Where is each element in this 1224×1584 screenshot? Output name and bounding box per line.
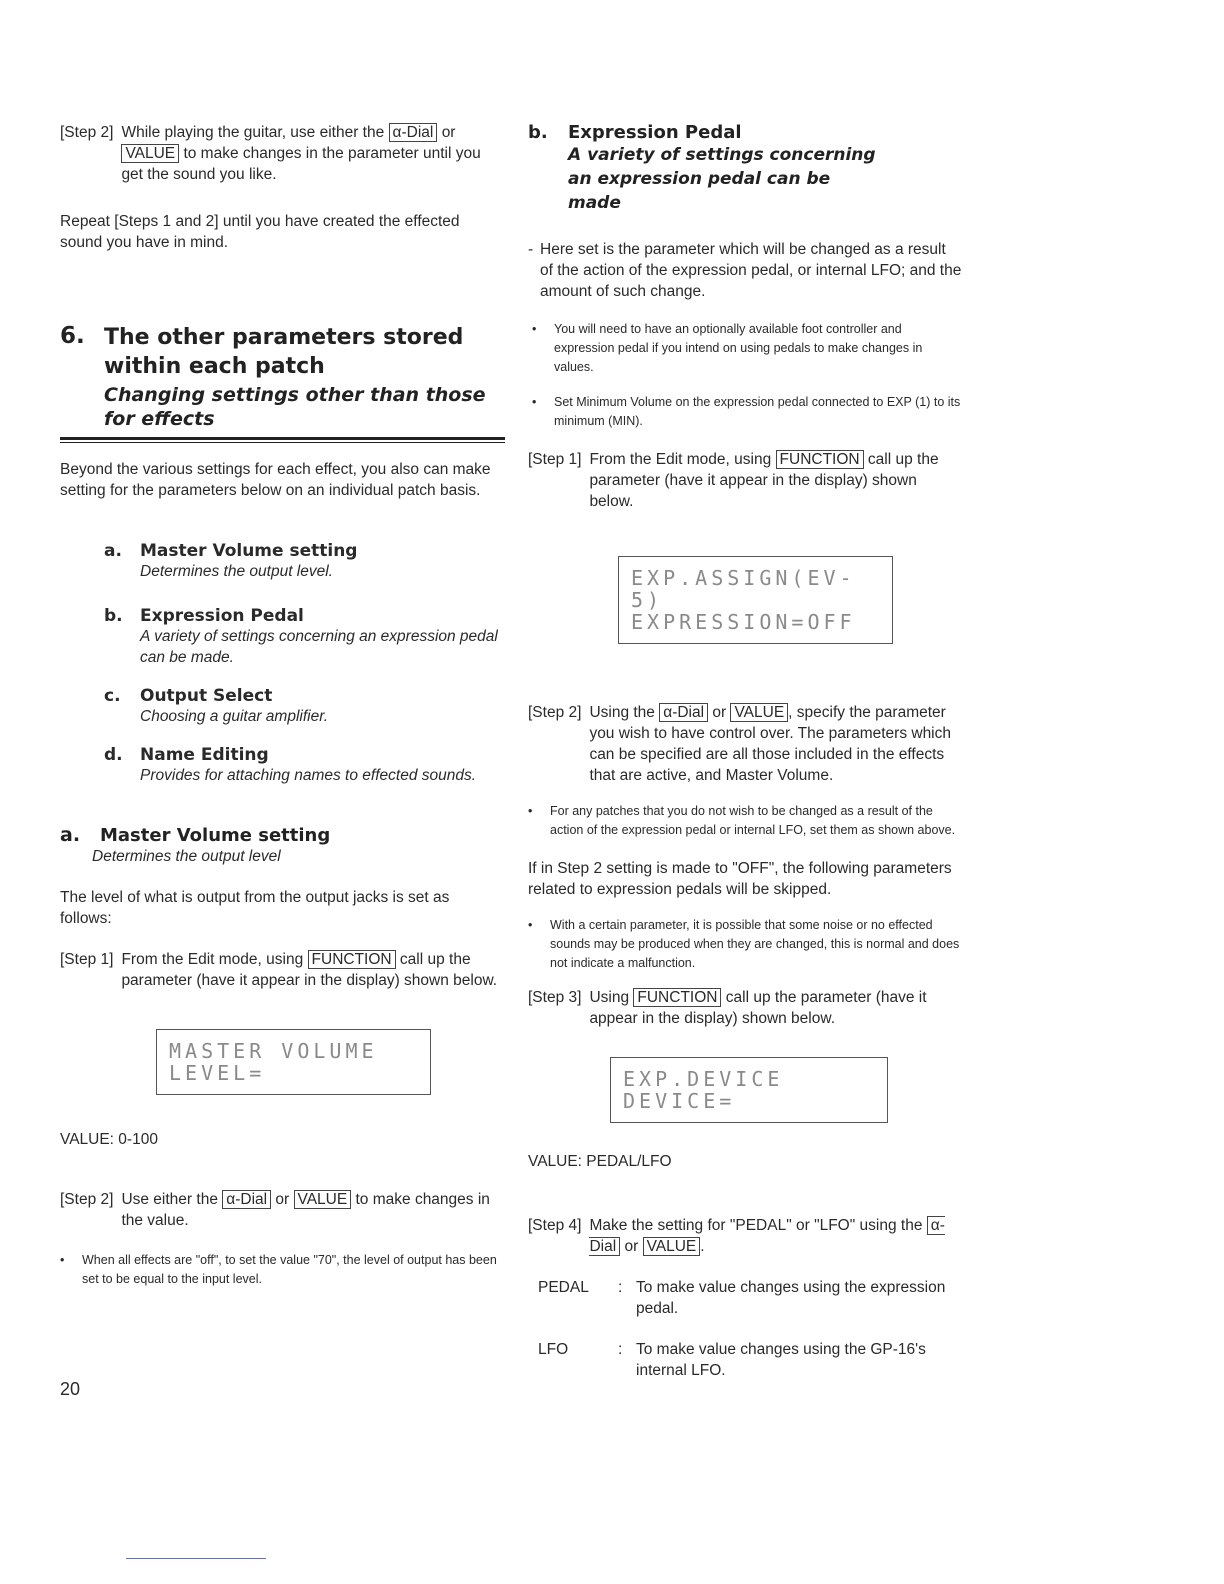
section-heading [60,323,505,431]
expression-subtitle: A variety of settings concerning an expression pedal can be made [568,145,876,213]
note-bullet: • You will need to have an optionally available foot controller and expression pedal if you intend on using pedals to make changes in values. [532,322,923,374]
list-item: b. Expression Pedal A variety of settings concerning an expression pedal can be made. [104,606,505,668]
step-2-master: [Step 2] Use either the α-Dial or VALUE to make changes in the value. [60,1191,490,1229]
item-name: Master Volume setting [140,541,358,561]
page-number: 20 [60,1379,81,1399]
lcd-display: EXP.ASSIGN(EV-5) EXPRESSION=OFF [618,556,893,644]
expression-heading: b. Expression Pedal [528,122,742,143]
master-volume-body: The level of what is output from the output jacks is set as follows: [60,889,450,927]
left-column [60,122,505,1400]
function-key: FUNCTION [776,450,864,469]
list-item: c. Output Select Choosing a guitar amplifier. [104,686,505,727]
note-bullet: • For any patches that you do not wish to be changed as a result of the action of the expression pedal or internal LFO, set them as shown above. [528,804,956,837]
item-desc: Provides for attaching names to effected sounds. [140,767,477,784]
value-range: VALUE: PEDAL/LFO [528,1153,672,1170]
list-item: d. Name Editing Provides for attaching names to effected sounds. [104,745,505,786]
function-key: FUNCTION [308,950,396,969]
alpha-dial-key: α-Dial [659,703,708,722]
note-bullet: • When all effects are "off", to set the value "70", the level of output has been set to be equal to the input level. [60,1251,505,1289]
function-key: FUNCTION [633,988,721,1007]
intro-paragraph: Beyond the various settings for each effect, you also can make setting for the parameters below on an individual patch basis. [60,461,491,499]
list-item: a. Master Volume setting Determines the output level. [104,541,505,582]
value-key: VALUE [643,1237,701,1256]
item-desc: A variety of settings concerning an expression pedal can be made. [140,628,498,666]
section-divider [60,437,505,443]
pedal-option: PEDAL : To make value changes using the expression pedal. [538,1279,946,1317]
step-2-expression: [Step 2] Using the α-Dial or VALUE , specify the parameter you wish to have control over. The parameters which can be specified are all those included in the effects that are active, and Master Volume. [528,704,952,784]
item-name: Output Select [140,686,273,706]
note-bullet: • Set Minimum Volume on the expression pedal connected to EXP (1) to its minimum (MIN). [532,395,961,428]
step-label: [Step 2] [60,124,114,141]
step-text: While playing the guitar, use either the α-Dial or VALUE to make changes in the parameter until you get the sound you like. [121,124,481,183]
lcd-display: EXP.DEVICE DEVICE= [610,1057,888,1123]
step-4-expression: [Step 4] Make the setting for "PEDAL" or "LFO" using the α-Dial or VALUE . [528,1217,945,1255]
section-number: 6. [60,323,85,349]
value-key: VALUE [121,144,179,163]
section-title: The other parameters stored within each patch [104,325,464,379]
item-desc: Determines the output level. [140,563,333,580]
footer-rule [126,1558,266,1559]
repeat-paragraph: Repeat [Steps 1 and 2] until you have created the effected sound you have in mind. [60,213,460,251]
section-subtitle: Changing settings other than those for effects [104,384,486,430]
note-bullet: • With a certain parameter, it is possible that some noise or no effected sounds may be produced when they are changed, this is normal and does not indicate a malfunction. [528,918,960,970]
item-name: Expression Pedal [140,606,304,626]
step-1-master: [Step 1] From the Edit mode, using FUNCTION call up the parameter (have it appear in the display) shown below. [60,951,498,989]
value-key: VALUE [730,703,788,722]
alpha-dial-key: α-Dial [589,1217,945,1255]
lcd-display: MASTER VOLUME LEVEL= [156,1029,431,1095]
item-desc: Choosing a guitar amplifier. [140,708,329,725]
alpha-dial-key: α-Dial [222,1190,271,1209]
off-note: If in Step 2 setting is made to "OFF", the following parameters related to expression pedals will be skipped. [528,860,952,898]
item-name: Name Editing [140,745,269,765]
bullet-mark: • [60,1253,65,1267]
value-key: VALUE [294,1190,352,1209]
right-column [528,122,963,1381]
alpha-dial-key: α-Dial [389,123,438,142]
master-volume-heading: a. Master Volume setting Determines the output level [60,824,331,865]
intro-bullet: - Here set is the parameter which will be changed as a result of the action of the expression pedal, or internal LFO; and the amount of such change. [528,241,962,300]
value-range: VALUE: 0-100 [60,1131,158,1148]
parameter-list [104,541,505,786]
step-3-expression: [Step 3] Using FUNCTION call up the parameter (have it appear in the display) shown below. [528,989,927,1027]
step-1-expression: [Step 1] From the Edit mode, using FUNCTION call up the parameter (have it appear in the display) shown below. [528,451,939,510]
step-2-playing [60,122,505,185]
lfo-option: LFO : To make value changes using the GP-16's internal LFO. [538,1341,926,1379]
